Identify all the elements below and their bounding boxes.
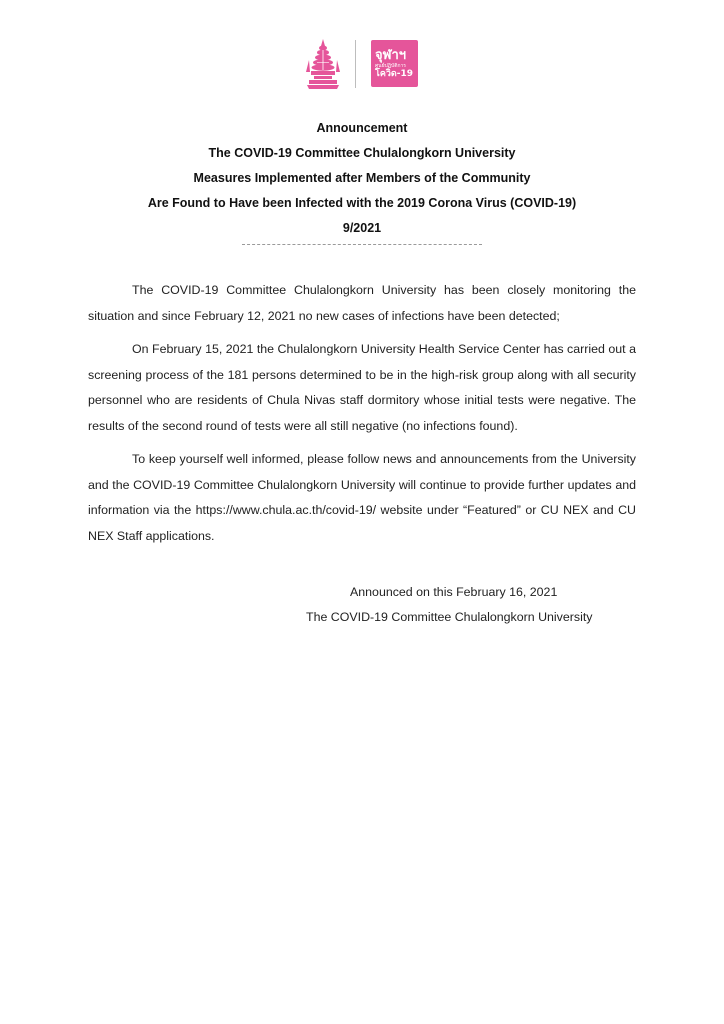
signatory: The COVID-19 Committee Chulalongkorn University (306, 610, 593, 624)
heading-line-infected: Are Found to Have been Infected with the 2019 Corona Virus (COVID-19) (147, 196, 577, 210)
chula-emblem-icon (305, 38, 341, 90)
heading-line-number: 9/2021 (342, 221, 382, 235)
announcement-body (88, 278, 636, 557)
heading-line-committee: The COVID-19 Committee Chulalongkorn University (208, 146, 516, 160)
covid-center-badge (371, 40, 418, 87)
logo-divider (355, 40, 356, 88)
separator-dashes (242, 244, 482, 245)
announced-date: Announced on this February 16, 2021 (350, 585, 558, 599)
header-logo (305, 38, 420, 90)
paragraph-information: To keep yourself well informed, please follow news and announcements from the University and the COVID-19 Committee Chulalongkorn University will continue to provide further updates and information via the https://www.chula.ac.th/covid-19/ website under “Featured” or CU NEX and CU NEX Staff applications. (88, 452, 636, 543)
signature-block (300, 580, 620, 630)
badge-title: จุฬาฯ (375, 47, 407, 63)
badge-covid-label: โควิด-19 (375, 68, 414, 79)
badge-subtitle: ศูนย์ปฏิบัติการ (375, 62, 406, 69)
heading-line-measures: Measures Implemented after Members of the Community (193, 171, 531, 185)
heading-line-announcement: Announcement (316, 121, 408, 135)
announcement-heading (60, 116, 664, 241)
paragraph-screening: On February 15, 2021 the Chulalongkorn University Health Service Center has carried out a screening process of the 181 persons determined to be in the high-risk group along with all security personnel who are residents of Chula Nivas staff dormitory whose initial tests were negative. The results of the second round of tests were all still negative (no infections found). (88, 342, 636, 433)
paragraph-monitoring: The COVID-19 Committee Chulalongkorn University has been closely monitoring the situation and since February 12, 2021 no new cases of infections have been detected; (88, 283, 636, 323)
